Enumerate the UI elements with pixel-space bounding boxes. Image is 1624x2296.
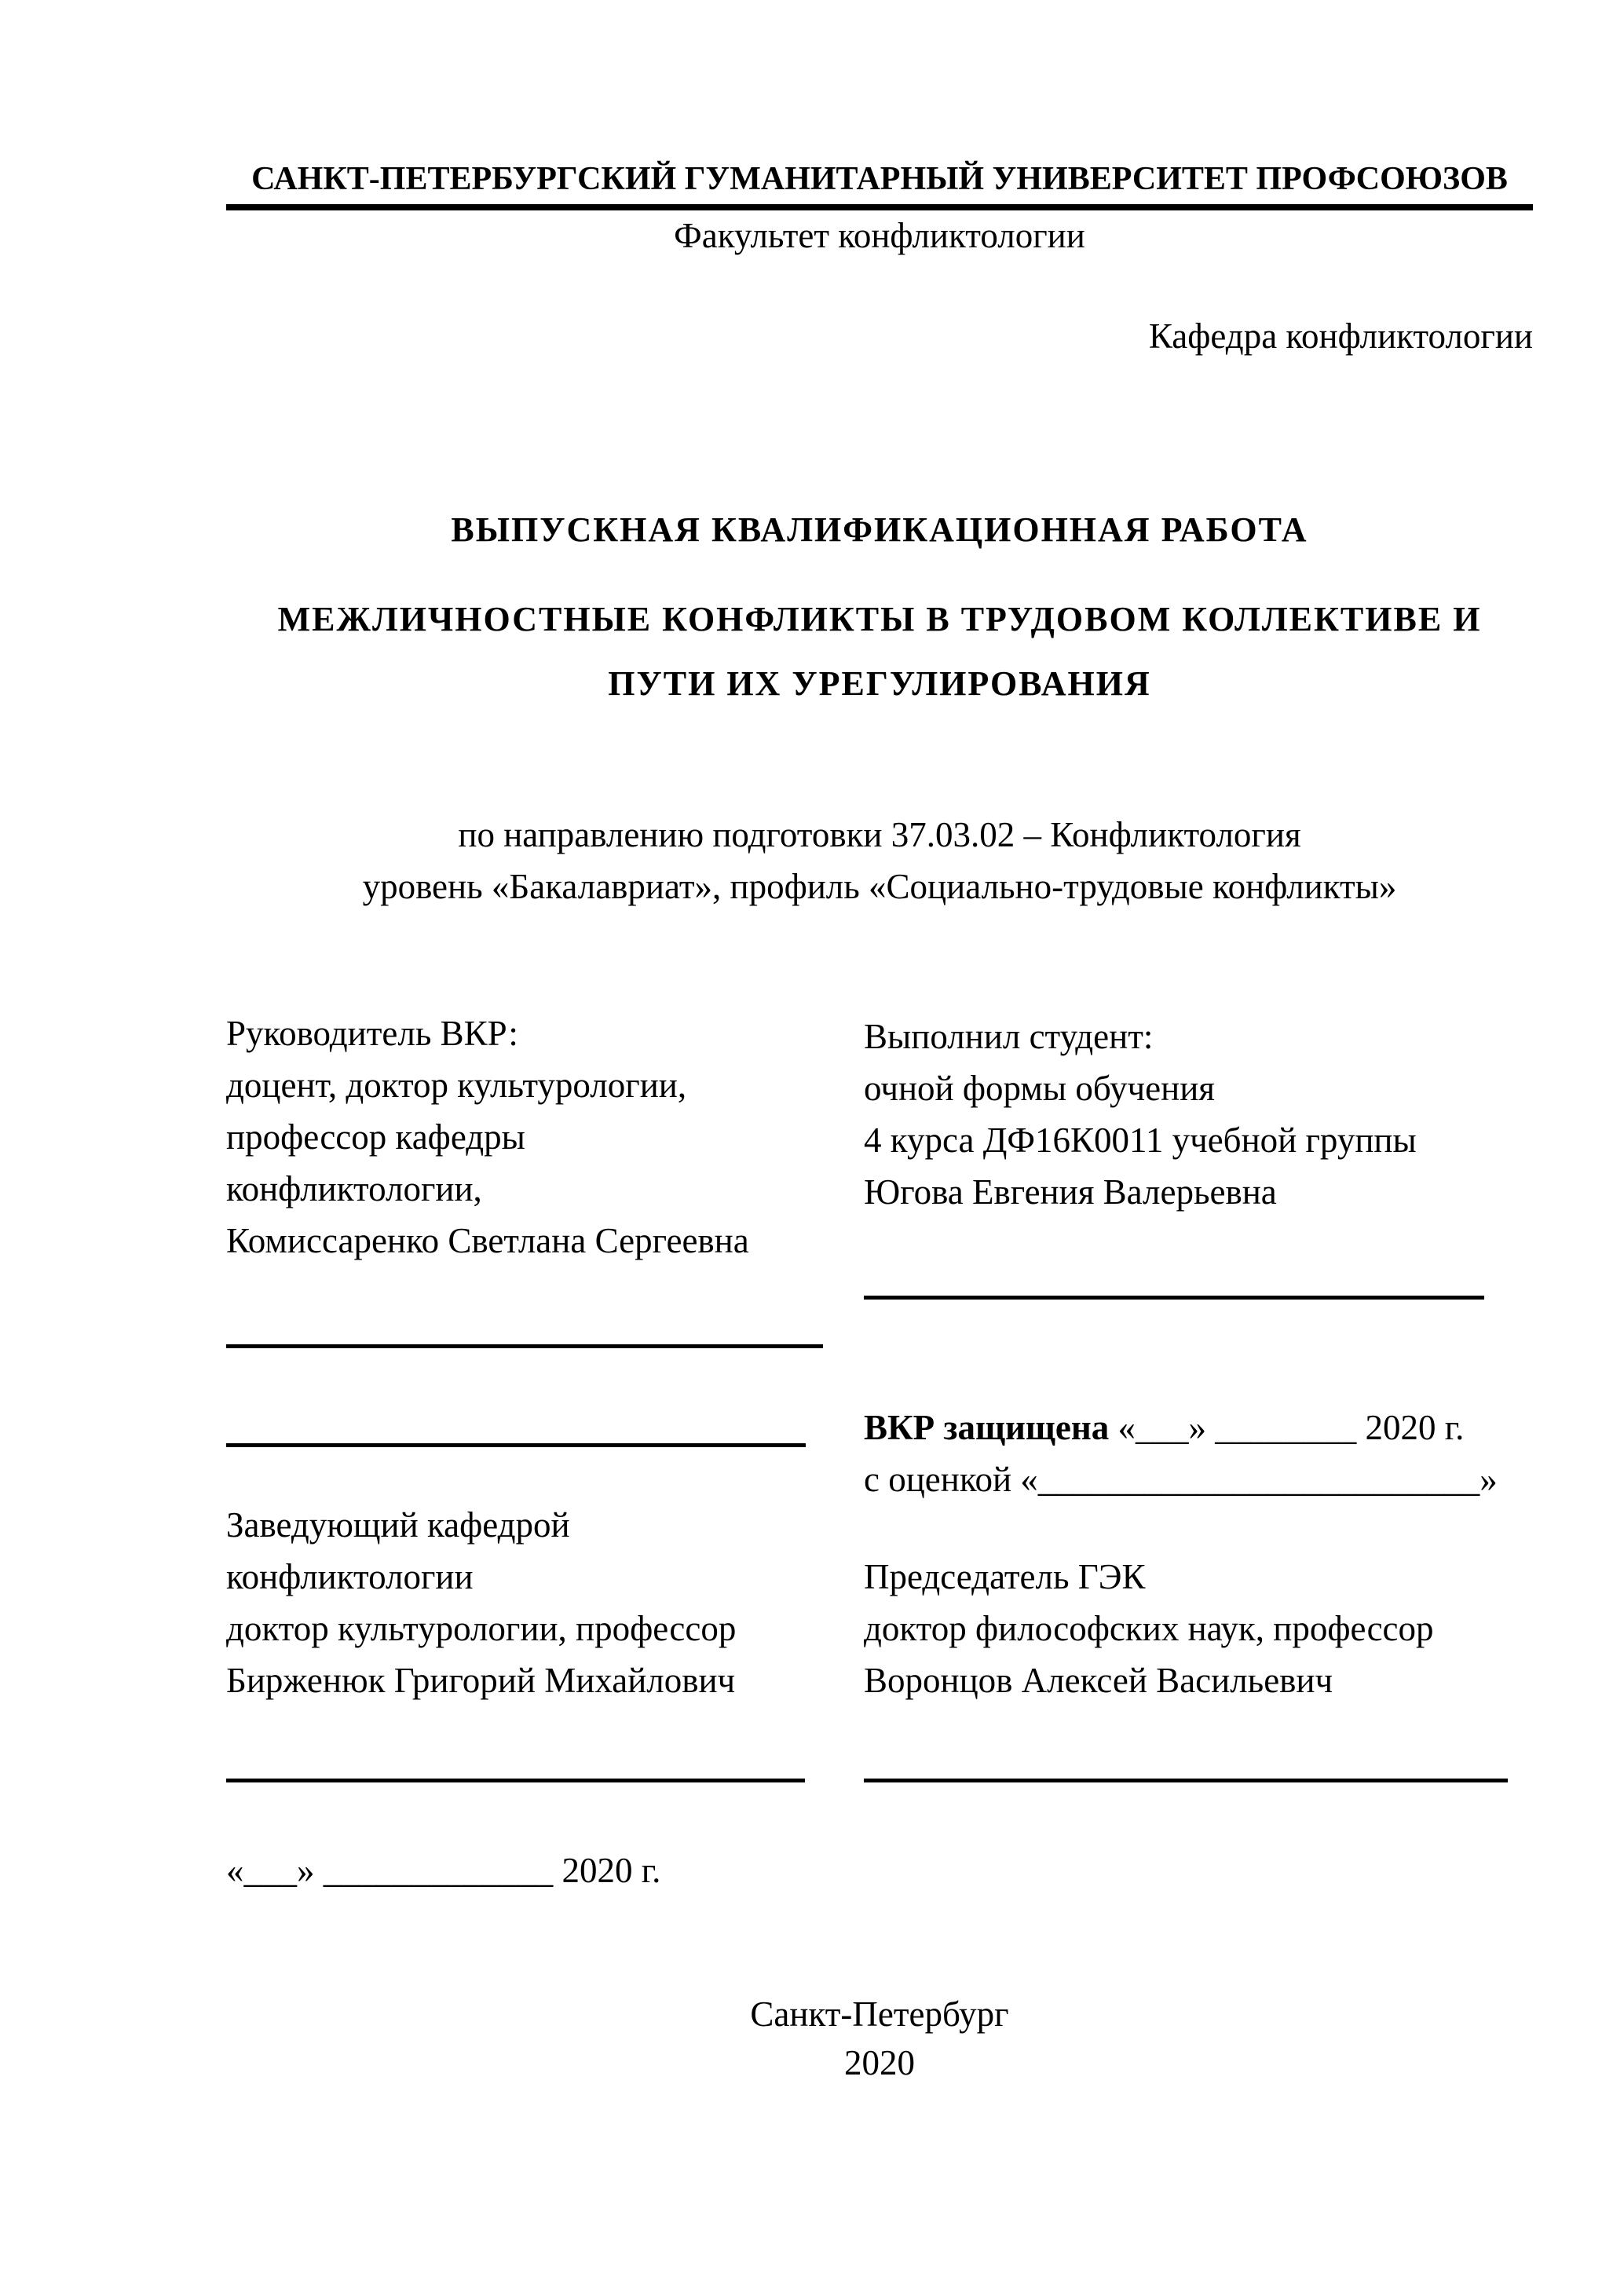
program-info: [226, 809, 1533, 912]
student-label: Выполнил студент:: [864, 1017, 1154, 1056]
thesis-title: [226, 587, 1533, 716]
student-signature-line: [864, 1296, 1484, 1300]
city-line: Санкт-Петербург: [750, 1994, 1009, 2034]
head-of-department-line: конфликтологии: [226, 1557, 474, 1596]
student-line: очной формы обучения: [864, 1069, 1215, 1108]
gek-chair-line: Председатель ГЭК: [864, 1557, 1146, 1596]
thesis-title-line-2: ПУТИ ИХ УРЕГУЛИРОВАНИЯ: [608, 664, 1151, 703]
year-line: 2020: [844, 2043, 915, 2082]
head-of-department-line: Заведующий кафедрой: [226, 1505, 570, 1545]
supervisor-label: Руководитель ВКР:: [226, 1014, 518, 1053]
head-of-department-line: доктор культурологии, профессор: [226, 1609, 737, 1648]
gek-chair-line: доктор философских наук, профессор: [864, 1609, 1434, 1648]
supervisor-line: доцент, доктор культурологии,: [226, 1066, 687, 1105]
program-level-line: уровень «Бакалавриат», профиль «Социально-трудовые конфликты»: [362, 867, 1397, 906]
head-of-department-signature-line: [226, 1443, 806, 1447]
thesis-title-line-1: МЕЖЛИЧНОСТНЫЕ КОНФЛИКТЫ В ТРУДОВОМ КОЛЛЕКТИВЕ И: [277, 600, 1482, 638]
head-of-department-name: Бирженюк Григорий Михайлович: [226, 1661, 736, 1700]
defense-date-part: «___» ________ 2020 г.: [1109, 1408, 1465, 1447]
defense-bold-prefix: ВКР защищена: [864, 1408, 1110, 1447]
work-type-heading: ВЫПУСКНАЯ КВАЛИФИКАЦИОННАЯ РАБОТА: [451, 510, 1308, 549]
gek-chair-signature-line: [864, 1779, 1508, 1782]
program-direction-line: по направлению подготовки 37.03.02 – Конфликтология: [458, 815, 1301, 854]
student-line: 4 курса ДФ16К0011 учебной группы: [864, 1121, 1417, 1160]
supervisor-block: [226, 1007, 862, 1267]
defense-block: [864, 1402, 1547, 1505]
defense-date-line: [864, 1402, 1547, 1453]
supervisor-name: Комиссаренко Светлана Сергеевна: [226, 1221, 749, 1260]
student-block: [864, 1011, 1539, 1218]
date-fill-in-line: «___» _____________ 2020 г.: [226, 1851, 661, 1890]
head-of-department-block: [226, 1499, 862, 1706]
supervisor-line: конфликтологии,: [226, 1169, 482, 1208]
gek-chair-block: [864, 1551, 1539, 1706]
faculty-line: Факультет конфликтологии: [674, 216, 1085, 255]
gek-chair-name: Воронцов Алексей Васильевич: [864, 1661, 1333, 1700]
supervisor-signature-line: [226, 1344, 823, 1348]
department-line: Кафедра конфликтологии: [1148, 316, 1533, 356]
supervisor-line: профессор кафедры: [226, 1117, 525, 1157]
defense-grade-line: с оценкой «_________________________»: [864, 1460, 1498, 1499]
university-name: САНКТ-ПЕТЕРБУРГСКИЙ ГУМАНИТАРНЫЙ УНИВЕРСИТЕТ ПРОФСОЮЗОВ: [251, 161, 1508, 197]
student-name: Югова Евгения Валерьевна: [864, 1172, 1277, 1212]
head-of-department-date-signature-line: [226, 1779, 805, 1782]
city-year-block: [226, 1990, 1533, 2087]
